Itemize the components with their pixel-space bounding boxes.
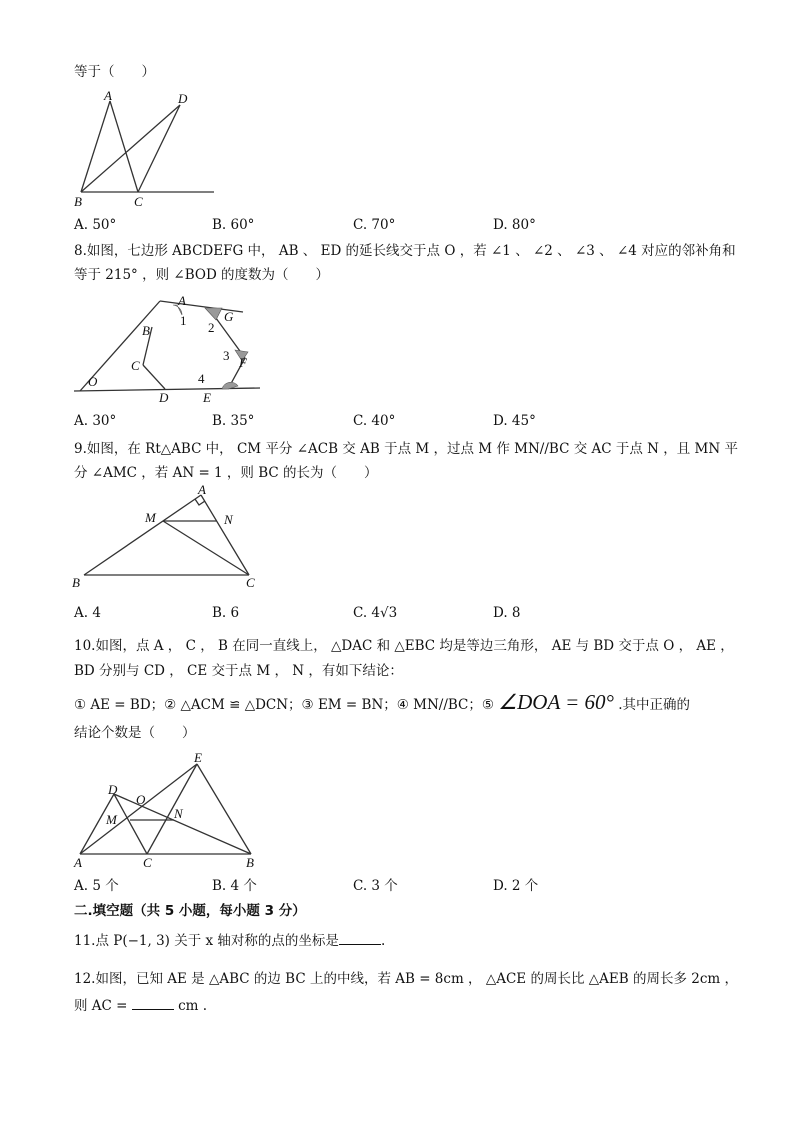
- q8-label-b: B: [142, 323, 150, 338]
- q9-option-b: B. 6: [212, 605, 240, 621]
- q9-label-a: A: [198, 482, 206, 497]
- q10-stem-line2: BD 分别与 CD ， CE 交于点 M ， N ，有如下结论：: [74, 663, 403, 679]
- q8-label-a: A: [178, 293, 186, 308]
- q11-stem: [74, 932, 385, 950]
- q8-figure: [70, 290, 270, 405]
- q9-option-a: A. 4: [74, 605, 101, 621]
- q10-label-e: E: [194, 750, 202, 765]
- q12-stem-line2: [74, 997, 207, 1015]
- q10-option-d: D. 2 个: [493, 878, 539, 894]
- q8-option-d: D. 45°: [493, 413, 536, 429]
- q7-stem-tail: 等于（ ）: [74, 64, 155, 80]
- q8-label-f: F: [239, 355, 247, 370]
- q8-label-c: C: [131, 358, 140, 373]
- q10-label-b: B: [246, 855, 254, 870]
- q7-option-d: D. 80°: [493, 217, 536, 233]
- q8-option-b: B. 35°: [212, 413, 255, 429]
- q8-label-d: D: [159, 390, 169, 405]
- q12-text: 则 AC =: [74, 998, 128, 1014]
- q10-stem-line3: [74, 690, 691, 714]
- q9-option-c: C. 4√3: [353, 605, 398, 621]
- q7-figure: [70, 88, 230, 213]
- q7-option-c: C. 70°: [353, 217, 396, 233]
- q10-label-c: C: [143, 855, 152, 870]
- q9-figure: [70, 484, 270, 589]
- q8-stem-line2: 等于 215° ，则 ∠BOD 的度数为（ ）: [74, 267, 330, 283]
- q10-conclusions-tail: .其中正确的: [618, 697, 691, 713]
- q10-label-m: M: [106, 812, 117, 827]
- q10-option-b: B. 4 个: [212, 878, 257, 894]
- q12-unit: cm .: [178, 998, 208, 1014]
- q12-stem-line1: 12.如图，已知 AE 是 △ABC 的边 BC 上的中线，若 AB = 8cm ， △ACE 的周长比 △AEB 的周长多 2cm ，: [74, 971, 738, 987]
- q12-answer-blank[interactable]: [132, 997, 174, 1010]
- q8-angle-3: 3: [223, 348, 230, 363]
- q11-period: .: [380, 933, 386, 949]
- section-title: 二.填空题（共 5 小题，每小题 3 分）: [74, 903, 306, 919]
- q8-angle-4: 4: [198, 371, 205, 386]
- q8-option-a: A. 30°: [74, 413, 117, 429]
- q10-figure: [70, 748, 270, 873]
- q8-angle-2: 2: [208, 320, 215, 335]
- q10-stem-line1: 10.如图，点 A ， C ， B 在同一直线上， △DAC 和 △EBC 均是等边三角形， AE 与 BD 交于点 O ， AE ，: [74, 638, 734, 654]
- q10-option-c: C. 3 个: [353, 878, 398, 894]
- q9-label-m: M: [145, 510, 156, 525]
- q7-label-d: D: [178, 91, 188, 106]
- q9-label-n: N: [224, 512, 233, 527]
- q8-angle-1: 1: [180, 313, 187, 328]
- q9-stem-line2: 分 ∠AMC ，若 AN = 1 ，则 BC 的长为（ ）: [74, 465, 378, 481]
- q10-conclusions: ① AE = BD；② △ACM ≌ △DCN；③ EM = BN；④ MN//BC；⑤: [74, 697, 494, 713]
- q9-option-d: D. 8: [493, 605, 521, 621]
- q7-label-c: C: [134, 194, 143, 209]
- q10-label-o: O: [136, 792, 146, 807]
- q7-label-b: B: [74, 194, 82, 209]
- q8-stem-line1: 8.如图，七边形 ABCDEFG 中， AB 、 ED 的延长线交于点 O ，若 ∠1 、 ∠2 、 ∠3 、 ∠4 对应的邻补角和: [74, 243, 736, 259]
- q8-label-e: E: [203, 390, 211, 405]
- q11-answer-blank[interactable]: [339, 932, 381, 945]
- q10-label-n: N: [174, 806, 183, 821]
- q10-label-d: D: [108, 782, 118, 797]
- q8-option-c: C. 40°: [353, 413, 396, 429]
- q9-label-b: B: [72, 575, 80, 590]
- q9-stem-line1: 9.如图，在 Rt△ABC 中， CM 平分 ∠ACB 交 AB 于点 M ，过点 M 作 MN//BC 交 AC 于点 N ，且 MN 平: [74, 441, 738, 457]
- q7-label-a: A: [104, 88, 112, 103]
- q11-text: 11.点 P(−1, 3) 关于 x 轴对称的点的坐标是: [74, 933, 339, 949]
- q9-label-c: C: [246, 575, 255, 590]
- q8-label-g: G: [224, 309, 234, 324]
- q7-option-b: B. 60°: [212, 217, 255, 233]
- q10-stem-line4: 结论个数是（ ）: [74, 725, 196, 741]
- q7-option-a: A. 50°: [74, 217, 117, 233]
- q10-formula: ∠DOA = 60°: [498, 690, 614, 714]
- q10-label-a: A: [74, 855, 82, 870]
- q8-label-o: O: [88, 374, 98, 389]
- q10-option-a: A. 5 个: [74, 878, 119, 894]
